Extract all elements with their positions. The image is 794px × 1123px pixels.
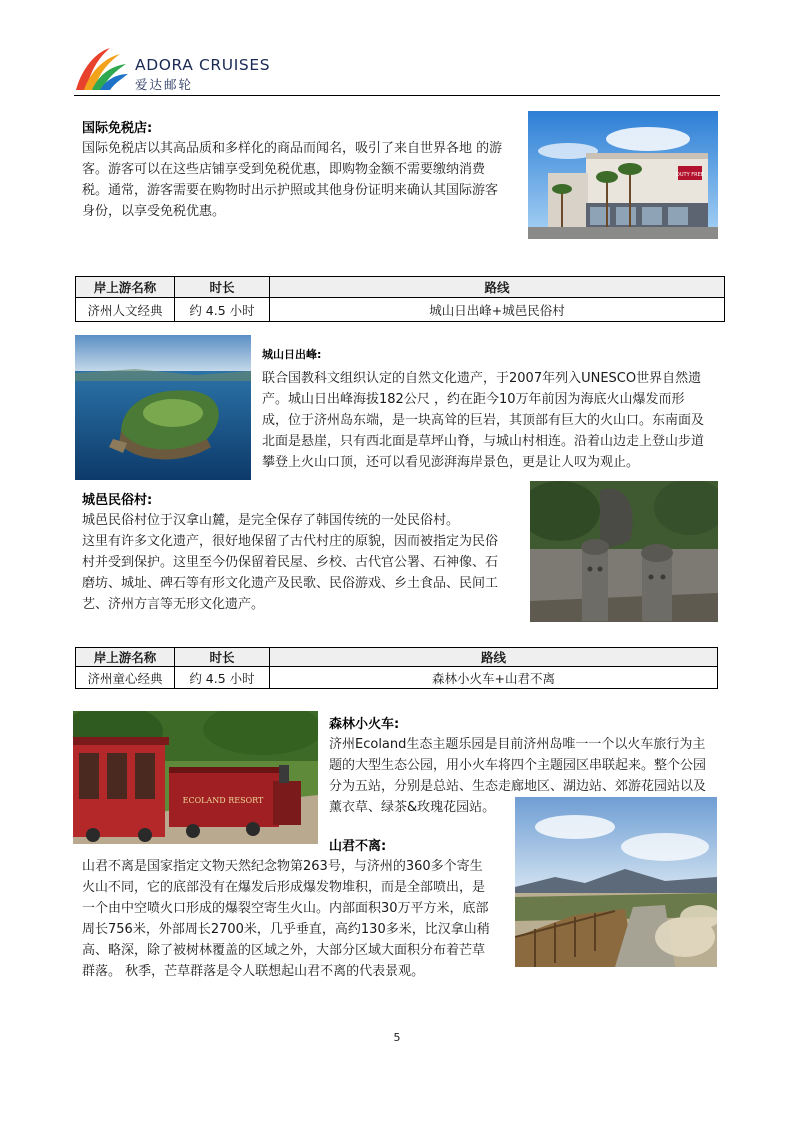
text-line: 山君不离是国家指定文物天然纪念物第263号，与济州的360多个寄生	[82, 859, 483, 874]
text-line: 联合国教科文组织认定的自然文化遗产，于2007年列入UNESCO世界自然遗	[262, 371, 702, 386]
duty-free-heading: 国际免税店:	[82, 121, 153, 136]
route-name-header: 岸上游名称	[76, 648, 175, 667]
text-line: 分为五站，分别是总站、生态走廊地区、湖边站、郊游花园站以及	[329, 779, 707, 794]
brand-name-english: ADORA CRUISES	[135, 56, 271, 74]
text-line: 成，位于济州岛东端，是一块高耸的巨岩，其顶部有巨大的火山口。东南面及	[262, 413, 705, 428]
route-header: 路线	[270, 648, 718, 667]
route-name-cell: 济州童心经典	[76, 667, 175, 689]
text-line: 磨坊、城址、碑石等有形文化遗产及民歌、民俗游戏、乡土食品、民间工	[82, 576, 499, 591]
route-cell: 城山日出峰+城邑民俗村	[270, 298, 725, 322]
duty-free-shop-photo	[528, 111, 718, 239]
duration-cell: 约 4.5 小时	[175, 298, 270, 322]
train-sign: ECOLAND RESORT	[182, 796, 264, 805]
route-cell: 森林小火车+山君不离	[270, 667, 718, 689]
route-header: 路线	[270, 277, 725, 298]
route-name-cell: 济州人文经典	[76, 298, 175, 322]
text-line: 周长756米，外部周长2700米，几乎垂直，高约130多米，比汉拿山稍	[82, 922, 490, 937]
page-number: 5	[393, 1031, 401, 1044]
text-line: 艺、济州方言等无形文化遗产。	[82, 597, 265, 612]
text-line: 高、略深，除了被树林覆盖的区域之外，大部分区域大面积分布着芒草	[82, 943, 486, 958]
table-row	[76, 298, 725, 322]
sangumburi-crater-photo	[515, 797, 717, 967]
route-table-2	[75, 647, 718, 689]
table-row	[76, 667, 718, 689]
header-divider	[74, 95, 720, 96]
text-line: 群落。 秋季，芒草群落是令人联想起山君不离的代表景观。	[82, 964, 425, 979]
seongsan-ilchulbong-photo	[75, 335, 251, 480]
text-line: 这里有许多文化遗产，很好地保留了古代村庄的原貌，因而被指定为民俗	[82, 534, 499, 549]
seongsan-heading: 城山日出峰:	[262, 348, 322, 361]
text-line: 薰衣草、绿茶&玫瑰花园站。	[329, 800, 496, 815]
text-line: 一个由中空喷火口形成的爆裂空寄生火山。内部面积30万平方米，底部	[82, 901, 489, 916]
dol-hareubang-statues-photo	[530, 481, 718, 622]
forest-train-heading: 森林小火车:	[329, 717, 400, 732]
duration-header: 时长	[175, 648, 270, 667]
text-line: 客。游客可以在这些店铺享受到免税优惠，即购物金额不需要缴纳消费	[82, 162, 486, 177]
text-line: 身份，以享受免税优惠。	[82, 204, 226, 219]
sangumburi-heading: 山君不离:	[329, 839, 387, 854]
adora-wave-logo-icon	[74, 46, 128, 92]
route-table-1	[75, 276, 725, 322]
seongeup-heading: 城邑民俗村:	[82, 493, 153, 508]
text-line: 题的大型生态公园，用小火车将四个主题园区串联起来。整个公园	[329, 758, 707, 773]
sangumburi-paragraph	[82, 856, 490, 982]
duration-cell: 约 4.5 小时	[175, 667, 270, 689]
seongsan-paragraph	[262, 368, 704, 473]
duration-header: 时长	[175, 277, 270, 298]
forest-train-photo	[73, 711, 318, 844]
text-line: 北面是悬崖，只有西北面是草坪山脊，与城山村相连。沿着山边走上登山步道	[262, 434, 705, 449]
seongeup-paragraph	[82, 510, 498, 615]
duty-free-sign: DUTY FREE	[676, 172, 704, 178]
text-line: 火山不同，它的底部没有在爆发后形成爆发物堆积，而是全部喷出，是	[82, 880, 486, 895]
brand-name-chinese: 爱达邮轮	[135, 77, 194, 92]
text-line: 济州Ecoland生态主题乐园是目前济州岛唯一一个以火车旅行为主	[329, 737, 706, 752]
text-line: 产。城山日出峰海拔182公尺 ，约在距今10万年前因为海底火山爆发而形	[262, 392, 685, 407]
text-line: 村并受到保护。这里至今仍保留着民屋、乡校、古代官公署、石神像、石	[82, 555, 499, 570]
text-line: 城邑民俗村位于汉拿山麓，是完全保存了韩国传统的一处民俗村。	[82, 513, 460, 528]
duty-free-paragraph	[82, 138, 502, 222]
route-name-header: 岸上游名称	[76, 277, 175, 298]
text-line: 攀登上火山口顶，还可以看见澎湃海岸景色，更是让人叹为观止。	[262, 455, 640, 470]
text-line: 国际免税店以其高品质和多样化的商品而闻名，吸引了来自世界各地 的游	[82, 141, 503, 156]
text-line: 税。通常，游客需要在购物时出示护照或其他身份证明来确认其国际游客	[82, 183, 499, 198]
